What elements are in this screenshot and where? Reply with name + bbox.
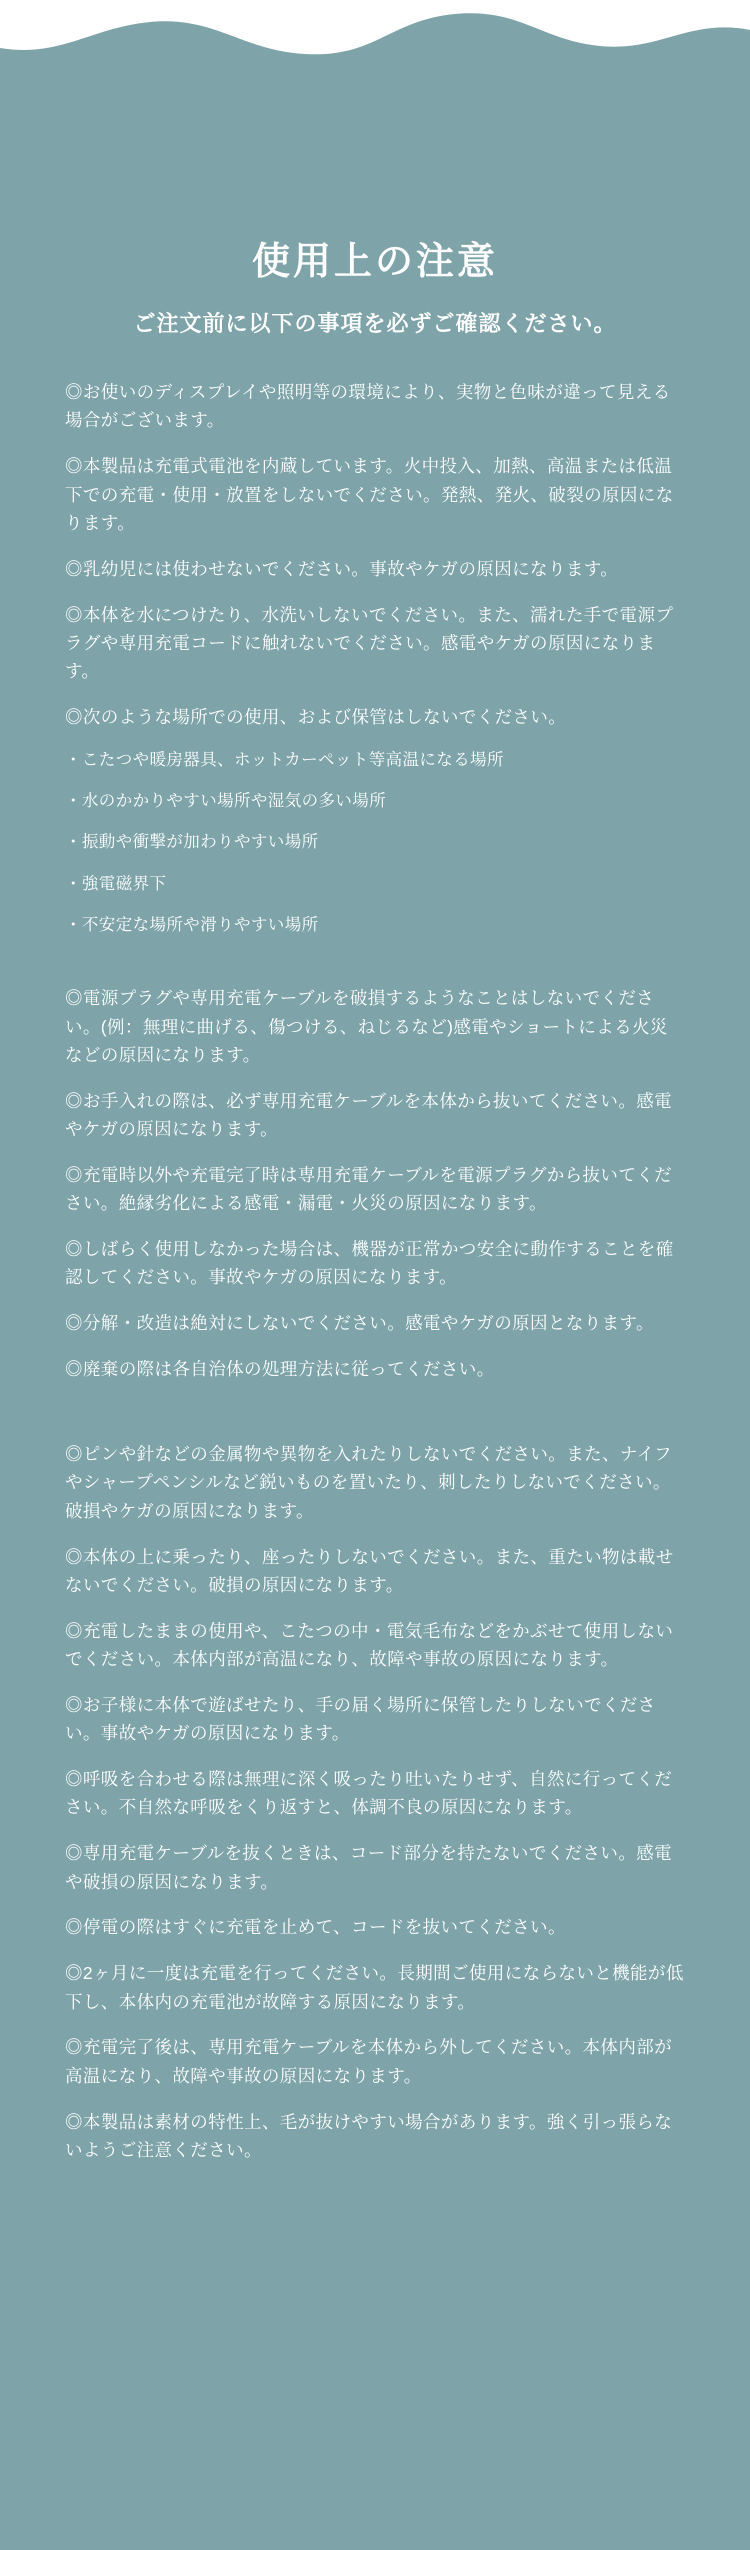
list-item: ◎乳幼児には使わせないでください。事故やケガの原因になります。	[65, 558, 619, 579]
list-item: ◎お使いのディスプレイや照明等の環境により、実物と色味が違って見える場合がございます。	[65, 382, 671, 431]
list-item: ◎本体の上に乗ったり、座ったりしないでください。また、重たい物は載せないでください。破損の原因になります。	[65, 1546, 674, 1595]
list-item: ◎呼吸を合わせる際は無理に深く吸ったり吐いたりせず、自然に行ってください。不自然な呼吸をくり返すと、体調不良の原因になります。	[65, 1769, 673, 1818]
list-item: ◎本体を水につけたり、水洗いしないでください。また、濡れた手で電源プラグや専用充電コードに触れないでください。感電やケガの原因になります。	[65, 604, 674, 682]
list-item: ◎ピンや針などの金属物や異物を入れたりしないでください。また、ナイフやシャープペンシルなど鋭いものを置いたり、刺したりしないでください。破損やケガの原因になります。	[65, 1443, 672, 1521]
list-item: ◎分解・改造は絶対にしないでください。感電やケガの原因となります。	[65, 1313, 654, 1334]
notice-list	[35, 378, 715, 2164]
list-bullet: ・強電磁界下	[65, 874, 167, 893]
list-item: ◎充電完了後は、専用充電ケーブルを本体から外してください。本体内部が高温になり、故障や事故の原因になります。	[65, 2037, 673, 2086]
page-title: 使用上の注意	[251, 241, 498, 283]
list-bullet: ・こたつや暖房器具、ホットカーペット等高温になる場所	[65, 750, 504, 769]
page-subtitle: ご注文前に以下の事項を必ずご確認ください。	[133, 311, 617, 336]
list-bullet: ・水のかかりやすい場所や湿気の多い場所	[65, 792, 387, 811]
list-item: ◎電源プラグや専用充電ケーブルを破損するようなことはしないでください。(例：無理に曲げる、傷つける、ねじるなど)感電やショートによる火災などの原因になります。	[65, 988, 668, 1065]
list-item: ◎停電の際はすぐに充電を止めて、コードを抜いてください。	[65, 1917, 566, 1938]
list-bullet: ・振動や衝撃が加わりやすい場所	[65, 833, 319, 852]
list-bullet: ・不安定な場所や滑りやすい場所	[65, 915, 319, 934]
list-item: ◎しばらく使用しなかった場合は、機器が正常かつ安全に動作することを確認してください。事故やケガの原因になります。	[65, 1239, 674, 1288]
list-item: ◎充電したままの使用や、こたつの中・電気毛布などをかぶせて使用しないでください。本体内部が高温になり、故障や事故の原因になります。	[65, 1620, 674, 1670]
section-divider	[65, 1396, 685, 1422]
list-item: ◎2ヶ月に一度は充電を行ってください。長期間ご使用にならないと機能が低下し、本体内の充電池が故障する原因になります。	[65, 1963, 684, 2012]
list-item: ◎充電時以外や充電完了時は専用充電ケーブルを電源プラグから抜いてください。絶縁劣化による感電・漏電・火災の原因になります。	[65, 1164, 673, 1214]
list-item: ◎廃棄の際は各自治体の処理方法に従ってください。	[65, 1359, 495, 1380]
list-item: ◎専用充電ケーブルを抜くときは、コード部分を持たないでください。感電や破損の原因になります。	[65, 1843, 673, 1892]
list-item: ◎本製品は素材の特性上、毛が抜けやすい場合があります。強く引っ張らないようご注意ください。	[65, 2111, 673, 2160]
list-item: ◎お子様に本体で遊ばせたり、手の届く場所に保管したりしないでください。事故やケガの原因になります。	[65, 1694, 656, 1744]
list-item: ◎本製品は充電式電池を内蔵しています。火中投入、加熱、高温または低温下での充電・使用・放置をしないでください。発熱、発火、破裂の原因になります。	[65, 456, 674, 533]
list-item: ◎お手入れの際は、必ず専用充電ケーブルを本体から抜いてください。感電やケガの原因になります。	[65, 1090, 673, 1140]
list-item: ◎次のような場所での使用、および保管はしないでください。	[65, 707, 567, 728]
section-divider	[65, 941, 685, 967]
